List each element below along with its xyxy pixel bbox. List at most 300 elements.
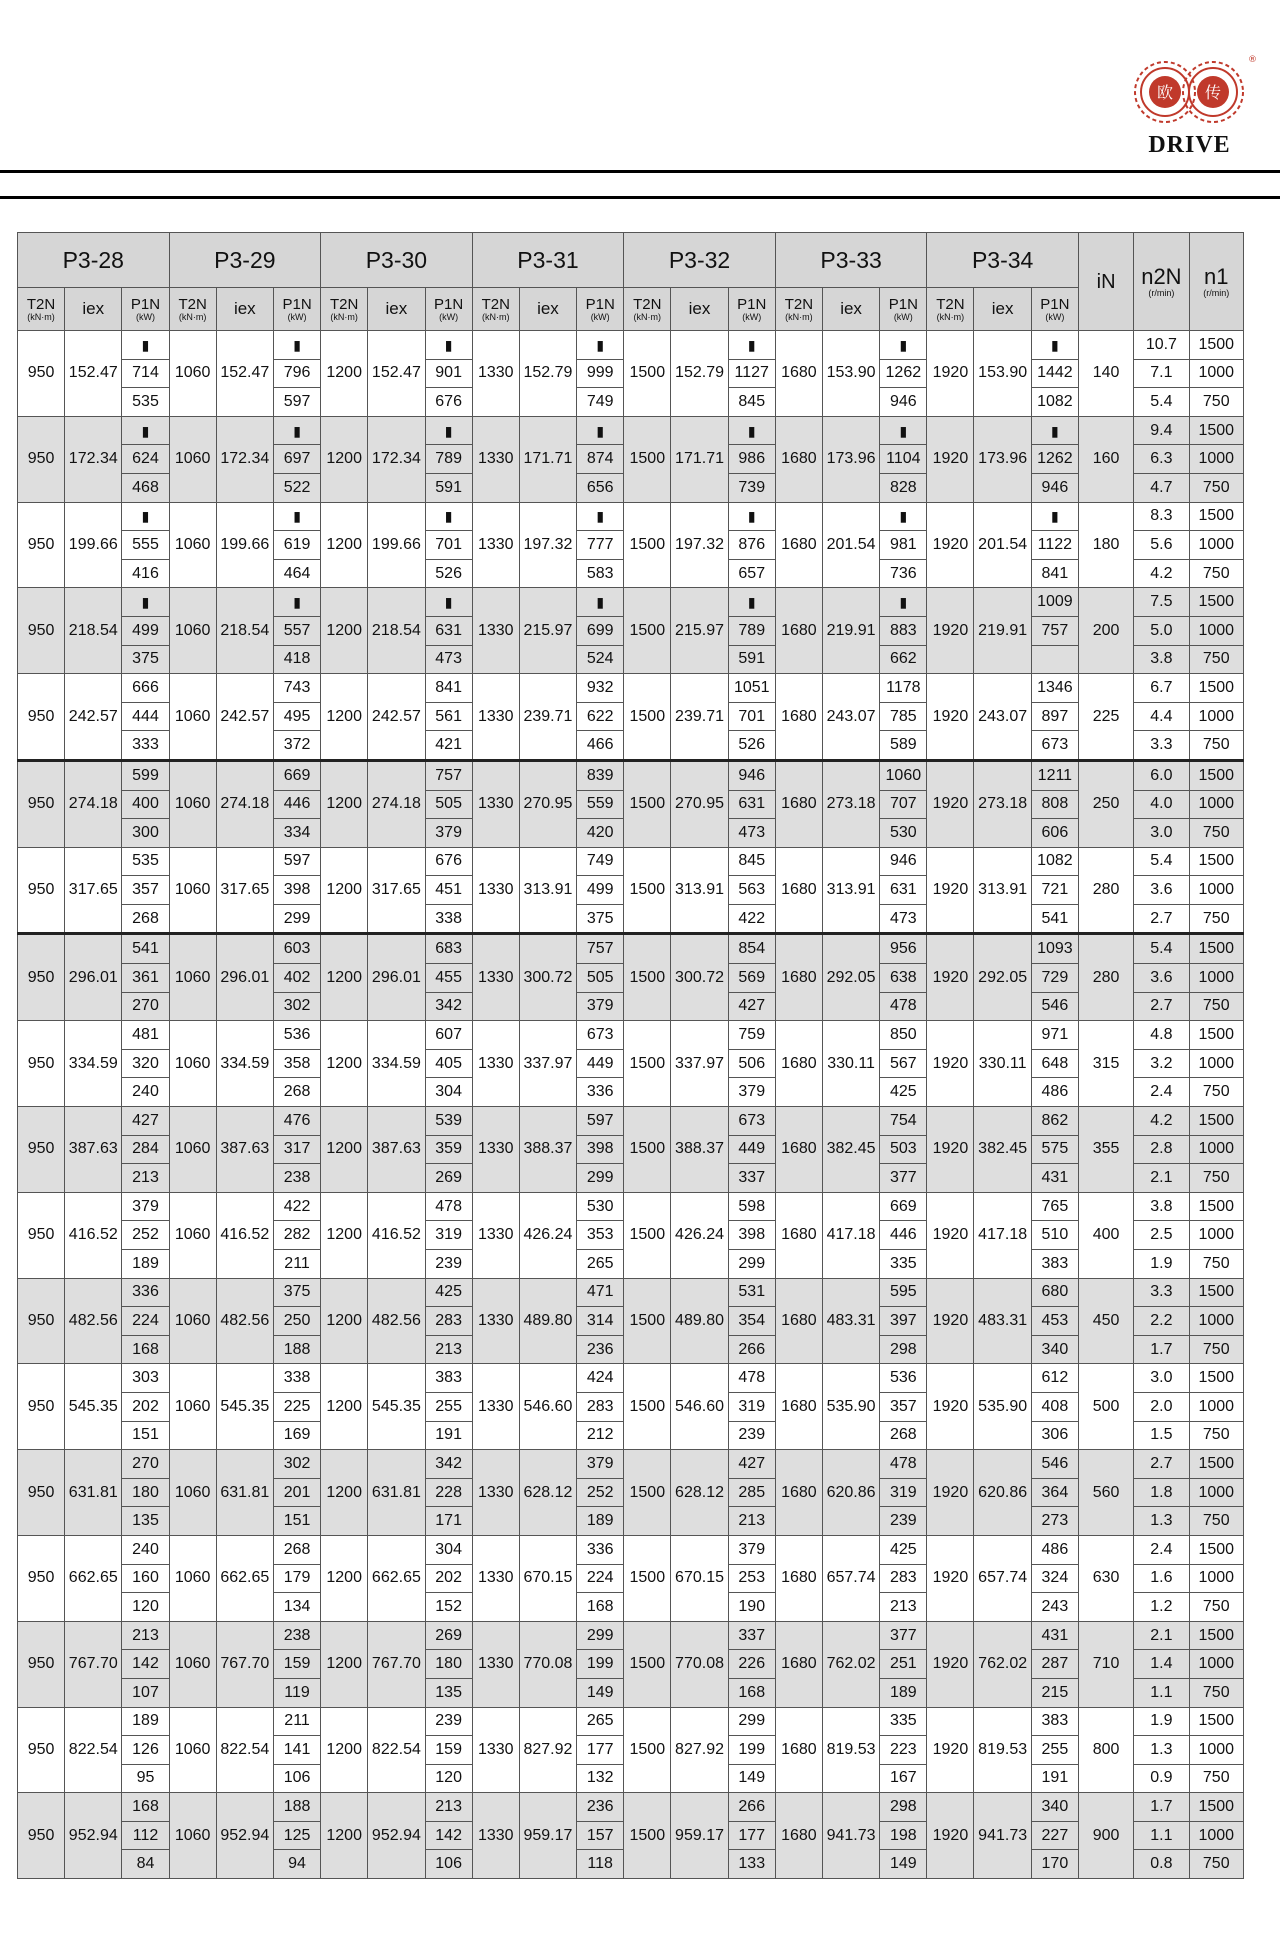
- iex-cell: 337.97: [671, 1021, 728, 1107]
- p1n-cell: 383: [425, 1364, 472, 1393]
- in-cell: 560: [1078, 1450, 1133, 1536]
- t2n-cell: 1920: [927, 1107, 974, 1193]
- p1n-cell: 946: [728, 760, 775, 790]
- t2n-cell: 950: [18, 1450, 65, 1536]
- table-row: [18, 1278, 1244, 1307]
- iex-cell: 483.31: [974, 1278, 1031, 1364]
- p1n-cell: 357: [122, 876, 169, 905]
- n1-cell: 750: [1189, 1078, 1243, 1107]
- p1n-cell: 557: [274, 616, 321, 645]
- n2n-cell: 3.2: [1134, 1049, 1189, 1078]
- p1n-cell: 729: [1031, 964, 1078, 993]
- iex-cell: 822.54: [216, 1707, 273, 1793]
- p1n-cell: 142: [425, 1821, 472, 1850]
- p1n-cell: 198: [880, 1821, 927, 1850]
- t2n-cell: 1330: [472, 331, 519, 417]
- iex-cell: 171.71: [519, 416, 576, 502]
- p1n-cell: 583: [577, 559, 624, 588]
- iex-cell: 762.02: [822, 1621, 879, 1707]
- p1n-cell: 238: [274, 1621, 321, 1650]
- n2n-cell: 6.3: [1134, 445, 1189, 474]
- p1n-cell: ▮: [728, 502, 775, 531]
- t2n-cell: 1680: [775, 934, 822, 1021]
- p1n-cell: 168: [577, 1593, 624, 1622]
- p1n-cell: 224: [122, 1307, 169, 1336]
- n1-cell: 750: [1189, 992, 1243, 1021]
- p1n-header: [425, 288, 472, 331]
- iex-cell: 239.71: [519, 674, 576, 761]
- p1n-cell: 495: [274, 702, 321, 731]
- t2n-cell: 1500: [624, 1192, 671, 1278]
- p1n-cell: 338: [425, 904, 472, 934]
- iex-cell: 292.05: [822, 934, 879, 1021]
- t2n-cell: 1330: [472, 1107, 519, 1193]
- p1n-cell: 398: [274, 876, 321, 905]
- table-row: [18, 1107, 1244, 1136]
- p1n-cell: 191: [1031, 1764, 1078, 1793]
- iex-cell: 172.34: [65, 416, 122, 502]
- p1n-cell: 314: [577, 1307, 624, 1336]
- n1-cell: 1500: [1189, 1621, 1243, 1650]
- p1n-cell: 337: [728, 1164, 775, 1193]
- p1n-cell: 252: [122, 1221, 169, 1250]
- p1n-cell: ▮: [577, 331, 624, 360]
- p1n-cell: ▮: [425, 331, 472, 360]
- p1n-header-unit: (kW): [136, 311, 155, 322]
- p1n-cell: 739: [728, 473, 775, 502]
- iex-cell: 215.97: [671, 588, 728, 674]
- p1n-header-unit: (kW): [893, 311, 913, 322]
- p1n-cell: 250: [274, 1307, 321, 1336]
- t2n-cell: 1330: [472, 1192, 519, 1278]
- n1-cell: 1000: [1189, 1736, 1243, 1765]
- iex-cell: 767.70: [368, 1621, 425, 1707]
- iex-cell: 330.11: [822, 1021, 879, 1107]
- p1n-cell: 624: [122, 445, 169, 474]
- rating-table-container: [17, 232, 1244, 1879]
- n1-cell: 750: [1189, 1850, 1243, 1879]
- iex-cell: 417.18: [822, 1192, 879, 1278]
- t2n-cell: 950: [18, 934, 65, 1021]
- t2n-cell: 1330: [472, 760, 519, 847]
- t2n-cell: 1060: [169, 588, 216, 674]
- p1n-header: [880, 288, 927, 331]
- n1-cell: 750: [1189, 559, 1243, 588]
- t2n-cell: 1920: [927, 1278, 974, 1364]
- n1-cell: 1000: [1189, 1392, 1243, 1421]
- n2n-cell: 2.8: [1134, 1135, 1189, 1164]
- t2n-cell: 1680: [775, 1450, 822, 1536]
- n2n-cell: 2.1: [1134, 1164, 1189, 1193]
- p1n-cell: 599: [122, 760, 169, 790]
- p1n-header-unit: (kW): [439, 311, 459, 322]
- t2n-cell: 1330: [472, 416, 519, 502]
- t2n-header-unit: (kN·m): [633, 311, 662, 322]
- p1n-cell: 324: [1031, 1564, 1078, 1593]
- p1n-cell: 631: [425, 616, 472, 645]
- n1-cell: 1000: [1189, 876, 1243, 905]
- p1n-cell: 299: [728, 1250, 775, 1279]
- p1n-cell: 422: [728, 904, 775, 934]
- t2n-cell: 1200: [321, 934, 368, 1021]
- p1n-cell: 473: [728, 819, 775, 848]
- p1n-cell: 595: [880, 1278, 927, 1307]
- iex-cell: 822.54: [368, 1707, 425, 1793]
- t2n-cell: 950: [18, 1364, 65, 1450]
- iex-cell: 387.63: [216, 1107, 273, 1193]
- n2n-cell: 2.7: [1134, 904, 1189, 934]
- t2n-cell: 1680: [775, 847, 822, 934]
- n2n-cell: 4.2: [1134, 1107, 1189, 1136]
- table-row: [18, 1021, 1244, 1050]
- p1n-cell: 743: [274, 674, 321, 703]
- iex-cell: 545.35: [368, 1364, 425, 1450]
- p1n-cell: 213: [425, 1793, 472, 1822]
- t2n-cell: 1200: [321, 1192, 368, 1278]
- p1n-cell: 159: [425, 1736, 472, 1765]
- n1-cell: 750: [1189, 904, 1243, 934]
- t2n-header-unit: (kN·m): [481, 311, 510, 322]
- n1-cell: 1500: [1189, 1107, 1243, 1136]
- p1n-cell: 714: [122, 359, 169, 388]
- p1n-cell: ▮: [1031, 416, 1078, 445]
- n2n-header-symbol: n2N: [1141, 263, 1182, 289]
- p1n-cell: 591: [425, 473, 472, 502]
- in-header: [1078, 233, 1133, 331]
- t2n-cell: 1330: [472, 1278, 519, 1364]
- table-row: [18, 934, 1244, 964]
- t2n-header-unit: (kN·m): [178, 311, 207, 322]
- p1n-cell: 1127: [728, 359, 775, 388]
- iex-cell: 631.81: [65, 1450, 122, 1536]
- t2n-cell: 1500: [624, 588, 671, 674]
- p1n-cell: 304: [425, 1078, 472, 1107]
- p1n-cell: ▮: [425, 502, 472, 531]
- p1n-cell: 841: [425, 674, 472, 703]
- n1-cell: 1000: [1189, 616, 1243, 645]
- model-header-p3-34: P3-34: [927, 233, 1079, 288]
- p1n-cell: 106: [274, 1764, 321, 1793]
- p1n-cell: 223: [880, 1736, 927, 1765]
- p1n-cell: 334: [274, 819, 321, 848]
- p1n-cell: 152: [425, 1593, 472, 1622]
- p1n-cell: 1262: [880, 359, 927, 388]
- p1n-cell: [1031, 645, 1078, 674]
- p1n-cell: 416: [122, 559, 169, 588]
- n1-cell: 1500: [1189, 331, 1243, 360]
- p1n-cell: 530: [880, 819, 927, 848]
- p1n-cell: 789: [425, 445, 472, 474]
- iex-cell: 218.54: [65, 588, 122, 674]
- t2n-cell: 1920: [927, 934, 974, 1021]
- t2n-cell: 1060: [169, 1364, 216, 1450]
- p1n-cell: 253: [728, 1564, 775, 1593]
- p1n-cell: ▮: [880, 331, 927, 360]
- in-cell: 800: [1078, 1707, 1133, 1793]
- iex-cell: 296.01: [65, 934, 122, 1021]
- p1n-cell: 283: [880, 1564, 927, 1593]
- p1n-cell: 160: [122, 1564, 169, 1593]
- n2n-cell: 2.4: [1134, 1535, 1189, 1564]
- t2n-cell: 950: [18, 1621, 65, 1707]
- iex-cell: 334.59: [65, 1021, 122, 1107]
- p1n-cell: 449: [728, 1135, 775, 1164]
- p1n-cell: 336: [577, 1535, 624, 1564]
- p1n-cell: 451: [425, 876, 472, 905]
- p1n-header-unit: (kW): [742, 311, 762, 322]
- p1n-cell: 981: [880, 531, 927, 560]
- p1n-header-unit: (kW): [590, 311, 610, 322]
- p1n-cell: 524: [577, 645, 624, 674]
- iex-cell: 317.65: [368, 847, 425, 934]
- n1-cell: 1000: [1189, 359, 1243, 388]
- p1n-cell: 701: [425, 531, 472, 560]
- iex-cell: 535.90: [822, 1364, 879, 1450]
- n1-cell: 1500: [1189, 1535, 1243, 1564]
- n2n-cell: 5.4: [1134, 934, 1189, 964]
- iex-cell: 620.86: [822, 1450, 879, 1536]
- p1n-cell: 397: [880, 1307, 927, 1336]
- p1n-cell: 333: [122, 731, 169, 761]
- n1-cell: 1500: [1189, 934, 1243, 964]
- p1n-cell: 946: [880, 388, 927, 417]
- t2n-cell: 1060: [169, 1535, 216, 1621]
- t2n-cell: 1330: [472, 934, 519, 1021]
- p1n-cell: 202: [122, 1392, 169, 1421]
- t2n-cell: 1920: [927, 588, 974, 674]
- p1n-cell: 471: [577, 1278, 624, 1307]
- p1n-cell: 240: [122, 1078, 169, 1107]
- p1n-cell: 95: [122, 1764, 169, 1793]
- table-row: [18, 1535, 1244, 1564]
- p1n-cell: 424: [577, 1364, 624, 1393]
- p1n-cell: 631: [880, 876, 927, 905]
- n2n-cell: 3.6: [1134, 964, 1189, 993]
- n1-cell: 750: [1189, 1507, 1243, 1536]
- p1n-cell: 177: [728, 1821, 775, 1850]
- p1n-cell: 455: [425, 964, 472, 993]
- p1n-cell: 506: [728, 1049, 775, 1078]
- iex-cell: 545.35: [65, 1364, 122, 1450]
- p1n-cell: ▮: [122, 416, 169, 445]
- in-cell: 200: [1078, 588, 1133, 674]
- in-cell: 315: [1078, 1021, 1133, 1107]
- n2n-cell: 1.6: [1134, 1564, 1189, 1593]
- iex-cell: 426.24: [519, 1192, 576, 1278]
- model-header-p3-29: P3-29: [169, 233, 321, 288]
- p1n-cell: 759: [728, 1021, 775, 1050]
- t2n-cell: 1500: [624, 674, 671, 761]
- n1-cell: 750: [1189, 388, 1243, 417]
- iex-cell: 219.91: [822, 588, 879, 674]
- t2n-cell: 1920: [927, 847, 974, 934]
- t2n-cell: 1200: [321, 760, 368, 847]
- p1n-cell: 1122: [1031, 531, 1078, 560]
- t2n-header: [624, 288, 671, 331]
- p1n-cell: 225: [274, 1392, 321, 1421]
- p1n-cell: 749: [577, 847, 624, 876]
- p1n-cell: 306: [1031, 1421, 1078, 1450]
- n1-cell: 750: [1189, 1593, 1243, 1622]
- p1n-cell: 638: [880, 964, 927, 993]
- iex-cell: 483.31: [822, 1278, 879, 1364]
- p1n-cell: 169: [274, 1421, 321, 1450]
- table-row: [18, 502, 1244, 531]
- logo-text: DRIVE: [1148, 132, 1231, 158]
- t2n-cell: 1330: [472, 1535, 519, 1621]
- p1n-cell: 546: [1031, 992, 1078, 1021]
- p1n-cell: 765: [1031, 1192, 1078, 1221]
- p1n-cell: 299: [274, 904, 321, 934]
- p1n-cell: 683: [425, 934, 472, 964]
- n2n-cell: 1.4: [1134, 1650, 1189, 1679]
- n2n-cell: 4.2: [1134, 559, 1189, 588]
- p1n-cell: 657: [728, 559, 775, 588]
- p1n-cell: 699: [577, 616, 624, 645]
- t2n-cell: 1500: [624, 1535, 671, 1621]
- p1n-cell: 510: [1031, 1221, 1078, 1250]
- table-row: [18, 1793, 1244, 1822]
- model-header-p3-32: P3-32: [624, 233, 776, 288]
- p1n-cell: 505: [425, 790, 472, 819]
- n2n-cell: 5.4: [1134, 388, 1189, 417]
- in-cell: 500: [1078, 1364, 1133, 1450]
- iex-cell: 482.56: [216, 1278, 273, 1364]
- n2n-cell: 8.3: [1134, 502, 1189, 531]
- n1-cell: 1000: [1189, 790, 1243, 819]
- p1n-cell: 135: [122, 1507, 169, 1536]
- n2n-header: [1134, 233, 1189, 331]
- n2n-cell: 1.1: [1134, 1821, 1189, 1850]
- p1n-cell: 239: [880, 1507, 927, 1536]
- p1n-cell: 526: [728, 731, 775, 761]
- p1n-cell: 680: [1031, 1278, 1078, 1307]
- n1-cell: 1500: [1189, 1278, 1243, 1307]
- t2n-header-symbol: T2N: [178, 295, 207, 313]
- p1n-cell: 211: [274, 1250, 321, 1279]
- iex-header: iex: [216, 288, 273, 331]
- t2n-cell: 1920: [927, 1793, 974, 1879]
- p1n-cell: 607: [425, 1021, 472, 1050]
- p1n-cell: 707: [880, 790, 927, 819]
- rating-table: [17, 232, 1244, 1879]
- p1n-cell: 422: [274, 1192, 321, 1221]
- iex-cell: 243.07: [974, 674, 1031, 761]
- p1n-cell: 446: [274, 790, 321, 819]
- p1n-header-symbol: P1N: [585, 295, 615, 313]
- t2n-header-unit: (kN·m): [27, 311, 55, 322]
- p1n-cell: 372: [274, 731, 321, 761]
- t2n-header: [18, 288, 65, 331]
- p1n-cell: 213: [880, 1593, 927, 1622]
- in-cell: 400: [1078, 1192, 1133, 1278]
- n1-cell: 1000: [1189, 445, 1243, 474]
- gear-logo-icon: [1127, 52, 1257, 132]
- p1n-cell: 405: [425, 1049, 472, 1078]
- n1-cell: 750: [1189, 1335, 1243, 1364]
- p1n-header-symbol: P1N: [434, 295, 464, 313]
- iex-cell: 313.91: [974, 847, 1031, 934]
- p1n-cell: 535: [122, 847, 169, 876]
- n2n-cell: 2.7: [1134, 1450, 1189, 1479]
- p1n-cell: 757: [1031, 616, 1078, 645]
- p1n-cell: 224: [577, 1564, 624, 1593]
- t2n-cell: 1680: [775, 1021, 822, 1107]
- iex-cell: 201.54: [822, 502, 879, 588]
- iex-cell: 388.37: [519, 1107, 576, 1193]
- p1n-cell: 375: [274, 1278, 321, 1307]
- t2n-cell: 1680: [775, 1107, 822, 1193]
- iex-cell: 219.91: [974, 588, 1031, 674]
- p1n-cell: 701: [728, 702, 775, 731]
- iex-cell: 822.54: [65, 1707, 122, 1793]
- t2n-cell: 1330: [472, 588, 519, 674]
- table-row: [18, 1621, 1244, 1650]
- t2n-header-symbol: T2N: [633, 295, 662, 313]
- iex-cell: 274.18: [65, 760, 122, 847]
- n1-cell: 1000: [1189, 964, 1243, 993]
- iex-cell: 952.94: [368, 1793, 425, 1879]
- p1n-cell: 398: [577, 1135, 624, 1164]
- p1n-cell: 845: [728, 847, 775, 876]
- p1n-cell: 119: [274, 1678, 321, 1707]
- n2n-cell: 4.7: [1134, 473, 1189, 502]
- p1n-cell: 239: [425, 1250, 472, 1279]
- n1-cell: 1000: [1189, 1049, 1243, 1078]
- p1n-cell: 666: [122, 674, 169, 703]
- p1n-cell: 796: [274, 359, 321, 388]
- p1n-cell: ▮: [274, 416, 321, 445]
- p1n-cell: 591: [728, 645, 775, 674]
- n1-header-symbol: n1: [1204, 263, 1229, 289]
- p1n-cell: 298: [880, 1793, 927, 1822]
- p1n-cell: 754: [880, 1107, 927, 1136]
- n2n-cell: 6.0: [1134, 760, 1189, 790]
- n2n-cell: 9.4: [1134, 416, 1189, 445]
- p1n-cell: 446: [880, 1221, 927, 1250]
- p1n-cell: 563: [728, 876, 775, 905]
- iex-cell: 152.79: [519, 331, 576, 417]
- p1n-cell: 999: [577, 359, 624, 388]
- iex-cell: 242.57: [65, 674, 122, 761]
- n2n-cell: 1.8: [1134, 1478, 1189, 1507]
- p1n-cell: 298: [880, 1335, 927, 1364]
- p1n-cell: 354: [728, 1307, 775, 1336]
- table-row: [18, 1192, 1244, 1221]
- t2n-cell: 1200: [321, 502, 368, 588]
- p1n-cell: 841: [1031, 559, 1078, 588]
- p1n-cell: 946: [880, 847, 927, 876]
- p1n-cell: 304: [425, 1535, 472, 1564]
- p1n-header-symbol: P1N: [1040, 295, 1070, 313]
- p1n-cell: ▮: [122, 588, 169, 617]
- n1-cell: 1500: [1189, 1707, 1243, 1736]
- iex-cell: 959.17: [671, 1793, 728, 1879]
- t2n-cell: 1060: [169, 331, 216, 417]
- p1n-cell: 168: [122, 1335, 169, 1364]
- p1n-cell: 597: [274, 388, 321, 417]
- p1n-cell: 317: [274, 1135, 321, 1164]
- t2n-cell: 1680: [775, 588, 822, 674]
- p1n-cell: 375: [122, 645, 169, 674]
- t2n-cell: 1920: [927, 1364, 974, 1450]
- p1n-header: [122, 288, 169, 331]
- p1n-cell: 358: [274, 1049, 321, 1078]
- p1n-cell: 546: [1031, 1450, 1078, 1479]
- p1n-cell: 946: [1031, 473, 1078, 502]
- n1-cell: 1500: [1189, 1450, 1243, 1479]
- p1n-cell: 287: [1031, 1650, 1078, 1679]
